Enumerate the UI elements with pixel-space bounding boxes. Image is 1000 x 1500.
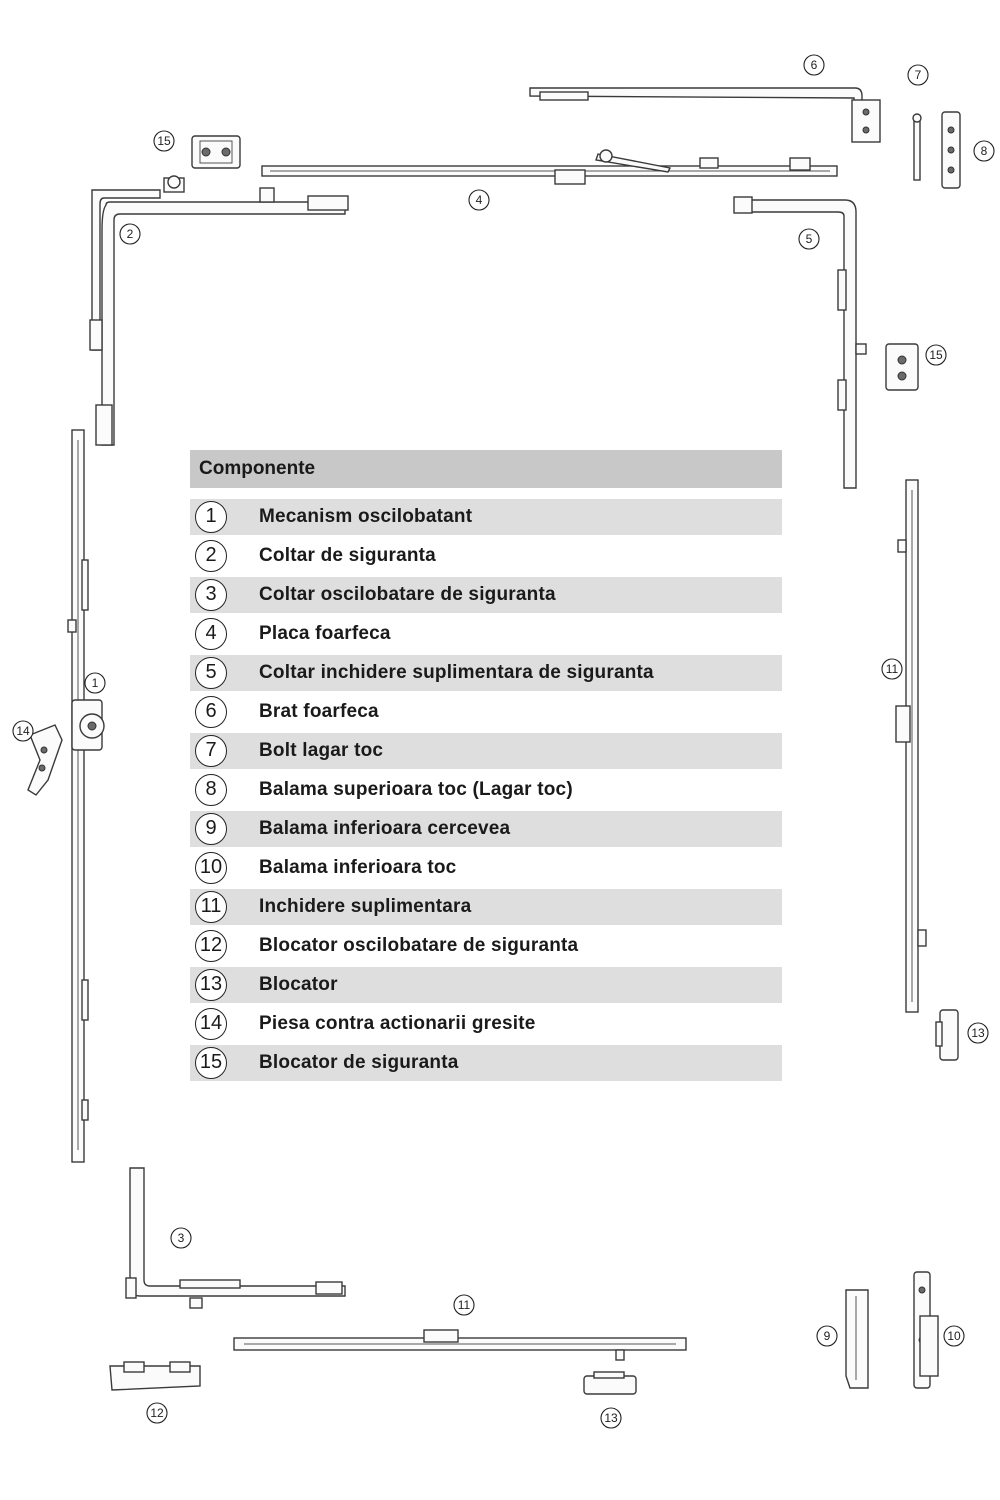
legend-row — [190, 614, 782, 653]
svg-text:1: 1 — [91, 676, 99, 690]
part-13-keeper-bottom — [584, 1372, 636, 1394]
legend-row — [190, 848, 782, 887]
svg-text:12: 12 — [150, 1406, 164, 1420]
part-11-additional-lock-horizontal — [234, 1330, 686, 1360]
legend-number: 3 — [195, 579, 227, 611]
legend-row — [190, 809, 782, 848]
part-15-safety-keeper-right — [886, 344, 918, 390]
legend-row — [190, 1004, 782, 1043]
legend-row — [190, 965, 782, 1004]
callout-7 — [908, 65, 928, 85]
svg-text:5: 5 — [805, 232, 813, 246]
svg-text:11: 11 — [457, 1298, 471, 1312]
legend-row — [190, 692, 782, 731]
callout-14 — [13, 721, 33, 741]
svg-text:8: 8 — [980, 144, 988, 158]
callout-15-right — [926, 345, 946, 365]
legend-label: Blocator oscilobatare de siguranta — [259, 934, 579, 956]
legend-row — [190, 731, 782, 770]
legend-number: 15 — [195, 1047, 227, 1079]
callout-13-bottom — [601, 1408, 621, 1428]
legend-label: Brat foarfeca — [259, 700, 379, 722]
callout-11-horizontal — [454, 1295, 474, 1315]
legend-number: 5 — [195, 657, 227, 689]
callout-8 — [974, 141, 994, 161]
legend-list — [190, 497, 782, 1082]
callout-11-vertical — [882, 659, 902, 679]
legend-row — [190, 497, 782, 536]
legend-label: Bolt lagar toc — [259, 739, 384, 761]
legend-label: Balama superioara toc (Lagar toc) — [259, 778, 573, 800]
svg-text:4: 4 — [475, 193, 483, 207]
legend-label: Inchidere suplimentara — [259, 895, 472, 917]
part-7-bearing-pin — [913, 114, 921, 180]
part-1-tilt-turn-mechanism — [68, 430, 104, 1162]
legend-number: 13 — [195, 969, 227, 1001]
svg-text:15: 15 — [157, 134, 171, 148]
part-10-frame-bottom-hinge — [914, 1272, 938, 1388]
callout-9 — [817, 1326, 837, 1346]
legend-row — [190, 1043, 782, 1082]
legend-row — [190, 770, 782, 809]
part-3-tilt-turn-safety-corner — [126, 1168, 345, 1308]
svg-text:7: 7 — [914, 68, 922, 82]
callout-6 — [804, 55, 824, 75]
legend-label: Placa foarfeca — [259, 622, 391, 644]
svg-text:3: 3 — [177, 1231, 185, 1245]
svg-text:9: 9 — [823, 1329, 831, 1343]
svg-text:6: 6 — [810, 58, 818, 72]
legend-number: 6 — [195, 696, 227, 728]
part-11-additional-lock-vertical — [896, 480, 926, 1012]
legend-row — [190, 575, 782, 614]
svg-text:15: 15 — [929, 348, 943, 362]
callout-4 — [469, 190, 489, 210]
legend-number: 4 — [195, 618, 227, 650]
part-2-safety-corner — [90, 176, 348, 445]
svg-text:13: 13 — [604, 1411, 618, 1425]
legend-number: 10 — [195, 852, 227, 884]
part-8-top-frame-hinge — [942, 112, 960, 188]
legend-number: 1 — [195, 501, 227, 533]
part-13-keeper-right — [936, 1010, 958, 1060]
legend-label: Blocator de siguranta — [259, 1051, 459, 1073]
legend-number: 2 — [195, 540, 227, 572]
legend-row — [190, 926, 782, 965]
svg-text:11: 11 — [885, 662, 899, 676]
callout-13-right — [968, 1023, 988, 1043]
callout-12 — [147, 1403, 167, 1423]
legend-number: 7 — [195, 735, 227, 767]
callout-10 — [944, 1326, 964, 1346]
legend-title: Componente — [190, 450, 782, 488]
legend-label: Balama inferioara cercevea — [259, 817, 511, 839]
svg-text:13: 13 — [971, 1026, 985, 1040]
legend-number: 8 — [195, 774, 227, 806]
part-15-safety-keeper-top — [192, 136, 240, 168]
components-legend — [190, 450, 782, 1082]
legend-label: Mecanism oscilobatant — [259, 505, 473, 527]
part-12-tilt-turn-safety-keeper — [110, 1362, 200, 1390]
callout-1 — [85, 673, 105, 693]
legend-label: Coltar de siguranta — [259, 544, 436, 566]
callout-15-top — [154, 131, 174, 151]
legend-number: 11 — [195, 891, 227, 923]
part-14-misoperation-blocker — [28, 725, 62, 795]
legend-number: 12 — [195, 930, 227, 962]
legend-number: 9 — [195, 813, 227, 845]
svg-text:14: 14 — [16, 724, 30, 738]
legend-label: Balama inferioara toc — [259, 856, 457, 878]
legend-label: Coltar inchidere suplimentara de siguranta — [259, 661, 654, 683]
callout-5 — [799, 229, 819, 249]
part-9-sash-bottom-hinge — [846, 1290, 868, 1388]
part-6-scissor-arm — [530, 88, 880, 142]
legend-number: 14 — [195, 1008, 227, 1040]
svg-text:2: 2 — [126, 227, 134, 241]
legend-row — [190, 887, 782, 926]
legend-label: Coltar oscilobatare de siguranta — [259, 583, 556, 605]
legend-label: Piesa contra actionarii gresite — [259, 1012, 536, 1034]
callout-2 — [120, 224, 140, 244]
part-4-stay-plate — [262, 150, 837, 184]
legend-row — [190, 653, 782, 692]
legend-row — [190, 536, 782, 575]
legend-label: Blocator — [259, 973, 338, 995]
callout-3 — [171, 1228, 191, 1248]
svg-text:10: 10 — [947, 1329, 961, 1343]
